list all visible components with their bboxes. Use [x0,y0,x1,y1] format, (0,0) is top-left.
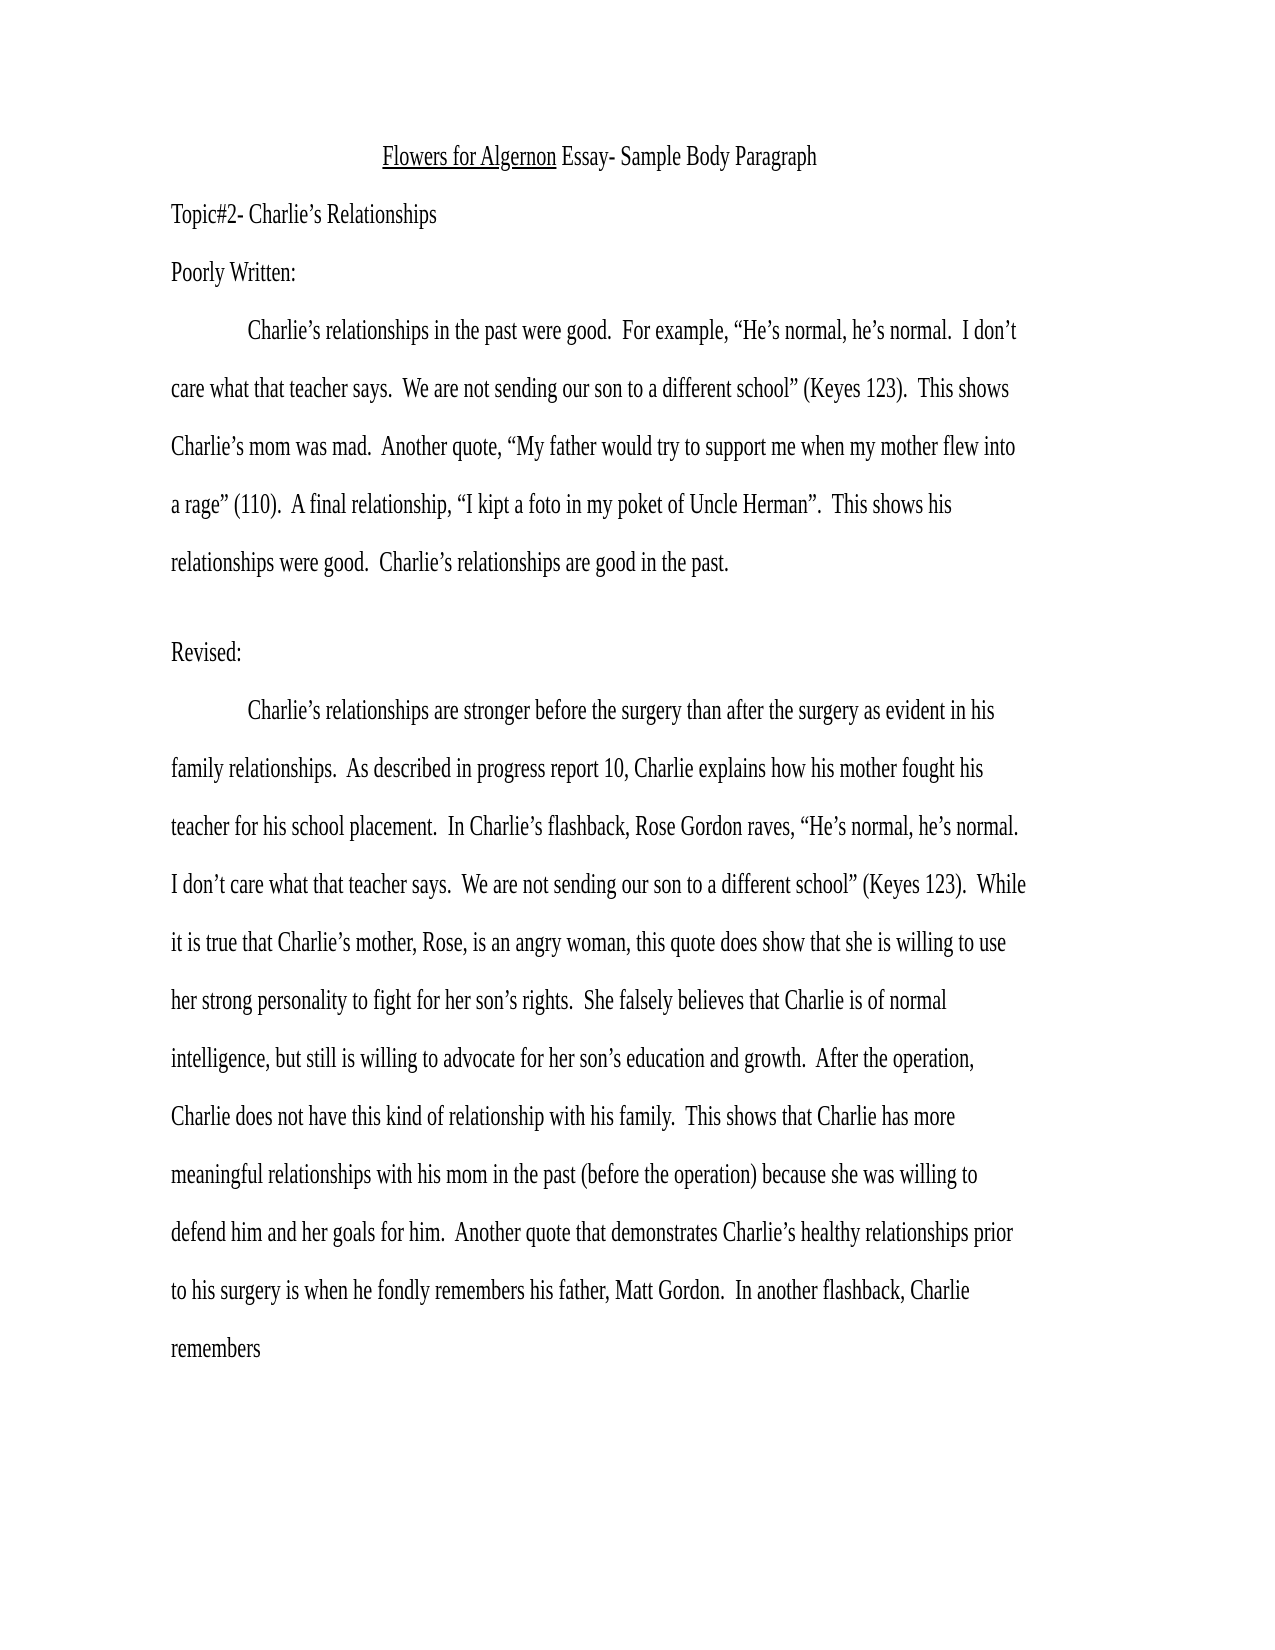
title-book-name: Flowers for Algernon [382,140,557,172]
document-title [171,127,1028,185]
topic-heading: Topic#2- Charlie’s Relationships [171,198,437,230]
poorly-written-label: Poorly Written: [171,256,297,288]
document-content [171,127,1032,1377]
revised-label: Revised: [171,636,242,668]
title-suffix: Essay- Sample Body Paragraph [556,140,817,172]
revised-paragraph: Charlie’s relationships are stronger before the surgery than after the surgery as evident in his family relationships. As described in progress report 10, Charlie explains how his mother fought his teacher for his school placement. In Charlie’s flashback, Rose Gordon raves, “He’s normal, he’s normal. I don’t care what that teacher says. We are not sending our son to a different school” (Keyes 123). While it is true that Charlie’s mother, Rose, is an angry woman, this quote does show that she is willing to use her strong personality to fight for her son’s rights. She falsely believes that Charlie is of normal intelligence, but still is willing to advocate for her son’s education and growth. After the operation, Charlie does not have this kind of relationship with his family. This shows that Charlie has more meaningful relationships with his mom in the past (before the operation) because she was willing to defend him and her goals for him. Another quote that demonstrates Charlie’s healthy relationships prior to his surgery is when he fondly remembers his father, Matt Gordon. In another flashback, Charlie remembers [171,694,1032,1364]
poorly-written-paragraph: Charlie’s relationships in the past were good. For example, “He’s normal, he’s normal. I don’t care what that teacher says. We are not sending our son to a different school” (Keyes 123). This shows Charlie’s mom was mad. Another quote, “My father would try to support me when my mother flew into a rage” (110). A final relationship, “I kipt a foto in my poket of Uncle Herman”. This shows his relationships were good. Charlie’s relationships are good in the past. [171,314,1022,578]
